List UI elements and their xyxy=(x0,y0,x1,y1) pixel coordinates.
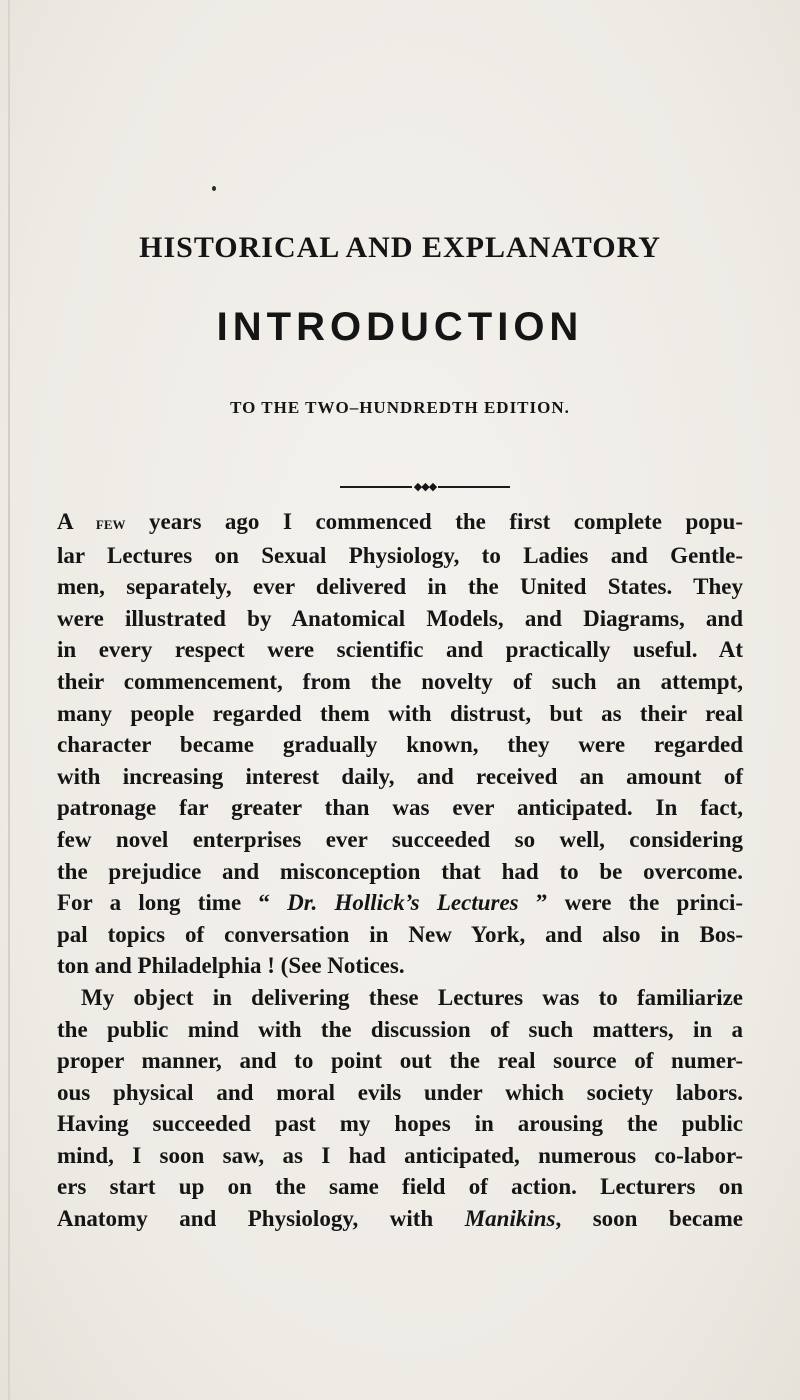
text-run: ers start up on the same field of action. Lecturers on xyxy=(57,1174,743,1200)
text-run: the public mind with the discussion of such matters, in a xyxy=(57,1016,743,1042)
text-run: in every respect were scientific and practically useful. At xyxy=(57,637,743,663)
text-line xyxy=(57,1171,743,1203)
text-line xyxy=(57,761,743,793)
text-line xyxy=(57,571,743,603)
text-run: ous physical and moral evils under which society labors. xyxy=(57,1079,743,1105)
text-run: lar Lectures on Sexual Physiology, to Ladies and Gentle- xyxy=(57,542,743,568)
text-run: My object in delivering these Lectures was to familiarize xyxy=(81,984,743,1010)
body-paragraphs xyxy=(57,506,743,1235)
text-line xyxy=(57,792,743,824)
text-run: were illustrated by Anatomical Models, and Diagrams, and xyxy=(57,605,743,631)
divider-line-right xyxy=(438,486,510,488)
text-run: A xyxy=(57,509,96,534)
text-run: ” were the princi- xyxy=(518,890,743,916)
divider-line-left xyxy=(340,486,412,488)
text-run: years ago I commenced the first complete popu- xyxy=(125,509,743,534)
text-line xyxy=(57,887,743,919)
text-run: pal topics of conversation in New York, and also in Bos- xyxy=(57,921,743,947)
divider-diamonds: ◆◆◆ xyxy=(413,481,437,493)
text-line xyxy=(57,1014,743,1046)
text-run: their commencement, from the novelty of such an attempt, xyxy=(57,668,743,694)
ink-speck xyxy=(212,186,216,191)
text-line xyxy=(57,1140,743,1172)
text-run: patronage far greater than was ever anticipated. In fact, xyxy=(57,795,743,821)
text-line xyxy=(57,982,743,1014)
text-line xyxy=(57,950,743,982)
text-run: with increasing interest daily, and received an amount of xyxy=(57,763,743,789)
text-run: mind, I soon saw, as I had anticipated, numerous co-labor- xyxy=(57,1142,743,1168)
text-line xyxy=(57,919,743,951)
text-run: many people regarded them with distrust, but as their real xyxy=(57,700,743,726)
text-run: , soon became xyxy=(555,1206,743,1232)
text-line xyxy=(57,856,743,888)
text-run: Anatomy and Physiology, with xyxy=(57,1206,465,1232)
small-caps-text: few xyxy=(95,513,126,534)
text-line xyxy=(57,1108,743,1140)
text-run: men, separately, ever delivered in the United States. They xyxy=(57,574,743,600)
text-line xyxy=(57,603,743,635)
text-line xyxy=(57,634,743,666)
text-run: the prejudice and misconception that had to be overcome. xyxy=(57,858,743,884)
text-line xyxy=(57,729,743,761)
italic-text: Dr. Hollick’s Lectures xyxy=(287,890,519,916)
text-run: ton and Philadelphia ! (See Notices. xyxy=(57,953,405,979)
text-line xyxy=(57,1203,743,1235)
text-run: character became gradually known, they were regarded xyxy=(57,732,743,758)
text-line xyxy=(57,1045,743,1077)
heading-historical-and-explanatory: HISTORICAL AND EXPLANATORY xyxy=(139,231,661,264)
text-run: proper manner, and to point out the real source of numer- xyxy=(57,1048,743,1074)
heading-introduction: INTRODUCTION xyxy=(216,305,584,349)
text-run: few novel enterprises ever succeeded so well, considering xyxy=(57,826,743,852)
text-line xyxy=(57,540,743,572)
page-gutter-shadow xyxy=(8,0,10,1400)
text-line xyxy=(57,698,743,730)
text-line xyxy=(57,666,743,698)
italic-text: Manikins xyxy=(464,1206,556,1232)
text-line xyxy=(57,824,743,856)
text-run: For a long time “ xyxy=(57,890,288,916)
heading-edition: TO THE TWO–HUNDREDTH EDITION. xyxy=(230,398,570,417)
text-run: Having succeeded past my hopes in arousing the public xyxy=(57,1111,743,1137)
text-line xyxy=(57,506,743,540)
text-line xyxy=(57,1077,743,1109)
ornamental-divider xyxy=(340,482,510,492)
